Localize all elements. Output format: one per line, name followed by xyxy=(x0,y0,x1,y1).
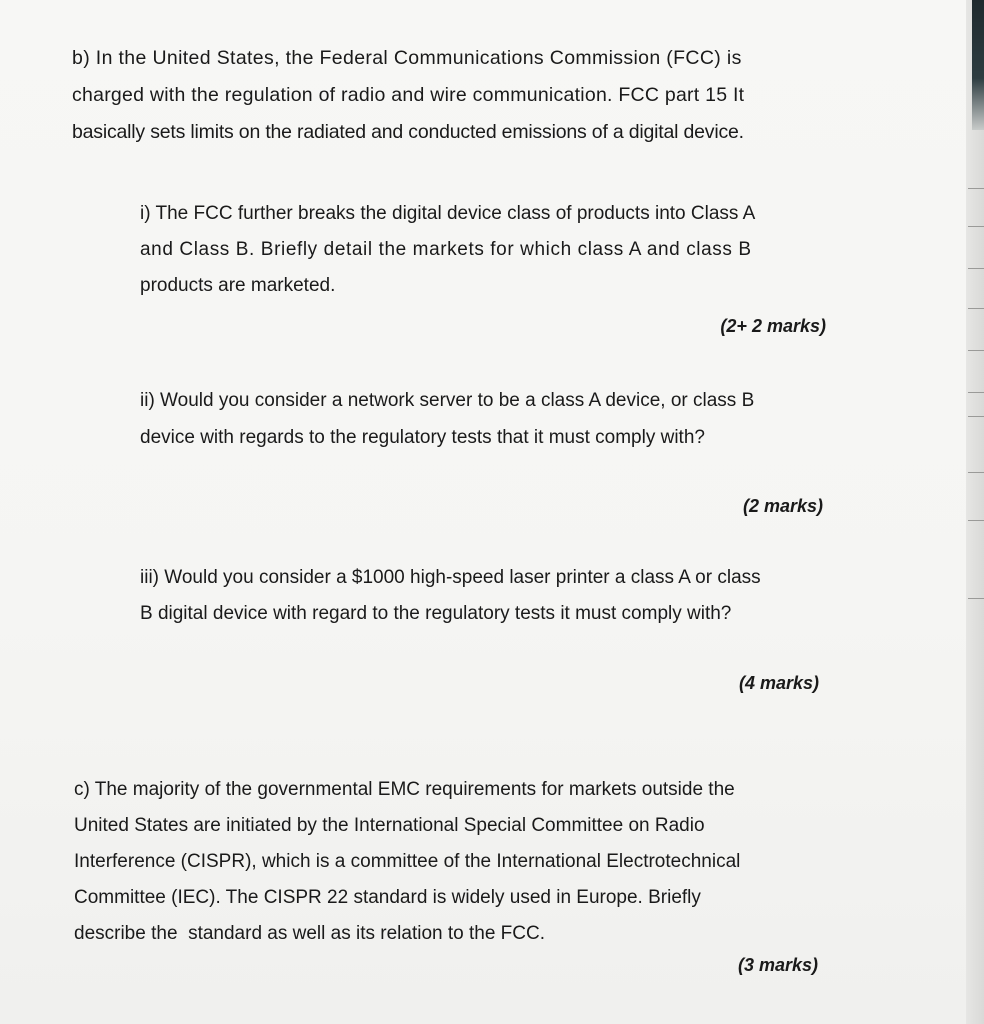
question-c xyxy=(74,772,740,952)
edge-line xyxy=(968,416,984,417)
subquestion-ii-line-2: device with regards to the regulatory tests that it must comply with? xyxy=(140,427,705,448)
subquestion-i-line-1: i) The FCC further breaks the digital device class of products into Class A xyxy=(140,203,756,224)
edge-line xyxy=(968,268,984,269)
question-c-line-3: Interference (CISPR), which is a committee of the International Electrotechnical xyxy=(74,851,741,872)
edge-line xyxy=(968,350,984,351)
question-c-line-4: Committee (IEC). The CISPR 22 standard is widely used in Europe. Briefly xyxy=(74,887,701,908)
edge-line xyxy=(968,472,984,473)
subquestion-ii-marks: (2 marks) xyxy=(742,496,823,516)
edge-line xyxy=(968,308,984,309)
edge-line xyxy=(968,226,984,227)
question-b-line-3: basically sets limits on the radiated and conducted emissions of a digital device. xyxy=(72,121,744,143)
background-object xyxy=(972,0,984,130)
subquestion-iii-marks: (4 marks) xyxy=(738,673,819,693)
subquestion-iii-line-1: iii) Would you consider a $1000 high-speed laser printer a class A or class xyxy=(140,567,761,588)
question-b-line-2: charged with the regulation of radio and wire communication. FCC part 15 It xyxy=(72,84,745,106)
edge-line xyxy=(968,188,984,189)
subquestion-ii-line-1: ii) Would you consider a network server to be a class A device, or class B xyxy=(140,390,755,411)
edge-line xyxy=(968,598,984,599)
page-edge-background xyxy=(966,0,984,1024)
question-c-line-1: c) The majority of the governmental EMC requirements for markets outside the xyxy=(74,779,735,800)
question-c-line-2: United States are initiated by the International Special Committee on Radio xyxy=(74,815,705,836)
subquestion-i-marks: (2+ 2 marks) xyxy=(720,316,826,336)
subquestion-i-line-3: products are marketed. xyxy=(140,275,336,296)
subquestion-i-line-2: and Class B. Briefly detail the markets for which class A and class B xyxy=(140,239,752,260)
question-b xyxy=(72,40,744,151)
subquestion-iii-line-2: B digital device with regard to the regulatory tests it must comply with? xyxy=(140,603,732,624)
subquestion-ii xyxy=(140,382,754,456)
edge-line xyxy=(968,392,984,393)
subquestion-i xyxy=(140,196,755,304)
subquestion-iii xyxy=(140,560,761,632)
edge-line xyxy=(968,520,984,521)
question-c-marks: (3 marks) xyxy=(737,955,818,975)
question-c-line-5: describe the standard as well as its relation to the FCC. xyxy=(74,923,546,944)
question-b-line-1: b) In the United States, the Federal Communications Commission (FCC) is xyxy=(72,47,742,69)
